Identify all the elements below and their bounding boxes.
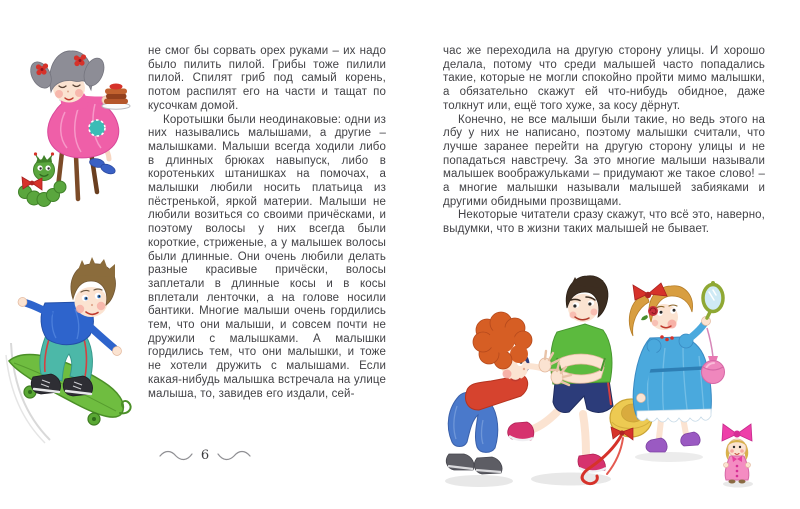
curly-orange-hair	[473, 312, 532, 369]
paragraph: Некоторые читатели сразу скажут, что всё это, наверно, выдумки, что в жизни таких малышей не бывает.	[443, 209, 765, 236]
doll	[722, 424, 752, 484]
flourish-left-icon	[159, 449, 193, 461]
paragraph: час же переходила на другую сторону улицы. И хорошо делала, потому что среди малышей часто попадались такие, которые не могли спокойно пройти мимо малышки, а обязательно скажут ей что-нибудь обидное, даже толкнут или, ещё того хуже, за косу дёрнут.	[443, 45, 765, 112]
children-teasing-scene-illustration	[445, 268, 760, 503]
shadow	[531, 473, 611, 486]
right-page-text	[443, 45, 765, 237]
purple-shoe-icon	[646, 432, 700, 452]
pink-pouch	[702, 328, 725, 384]
hand-mirror	[703, 281, 723, 318]
grey-sneaker-icon	[446, 454, 474, 470]
shadow	[445, 475, 513, 487]
teal-pocket	[89, 120, 105, 136]
sneaker-icon	[63, 376, 92, 396]
page-number: 6	[200, 447, 210, 463]
pancakes	[104, 84, 128, 105]
shadow	[635, 452, 703, 462]
boy-on-skateboard-illustration	[5, 255, 160, 465]
left-page-text	[148, 45, 386, 401]
shadow	[723, 481, 753, 488]
paragraph: Коротышки были неодинаковые: одни из них назывались малышами, а другие – малышками. Малыши всегда ходили либо в длинных брюках навыпуск, либо в коротеньких штанишках на помочах, а малышки любили носить платьица из пёстренькой, яркой материи. Малыши не любили возиться со своими причёсками, и поэтому волосы у них всегда были короткие, стриженые, а у малышек волосы были длинные. Они очень любили делать разные красивые причёски, волосы заплетали в длинные косы и в косы вплетали ленточки, а на голове носили бантики. Многие малыши очень гордились тем, что они малыши, и совсем почти не дружили с малышками. А малышки гордились тем, что они малышки, и тоже не хотели дружить с малышами. Если какая-нибудь малышка встречала на улице малыша, то, завидев его издали, сей-	[148, 113, 386, 400]
flourish-right-icon	[217, 449, 251, 461]
navy-shorts	[553, 380, 613, 413]
paragraph: Конечно, не все малыши были такие, но ведь этого на лбу у них не написано, поэтому малышки считали, что лучше заранее перейти на другую сторону улицы и не попадаться навстречу. За это многие малыши называли малышек воображульками – придумают же такое слово! – а многие малышки называли малышей забияками и другими обидными прозвищами.	[443, 113, 765, 208]
sneaker-icon	[31, 374, 60, 394]
pink-sneaker-icon	[508, 422, 534, 440]
grey-sneaker-icon	[474, 457, 502, 474]
girl-with-pancakes-illustration	[15, 42, 150, 234]
paragraph: не смог бы сорвать орех руками – их надо было пилить пилой. Грибы тоже пилили пилой. Спилят гриб под самый корень, потом распилят его на части и тащат по кусочкам домой.	[148, 45, 386, 112]
page-footer	[150, 446, 260, 464]
red-haired-boy	[446, 312, 571, 474]
pigtail-girl	[26, 51, 130, 176]
